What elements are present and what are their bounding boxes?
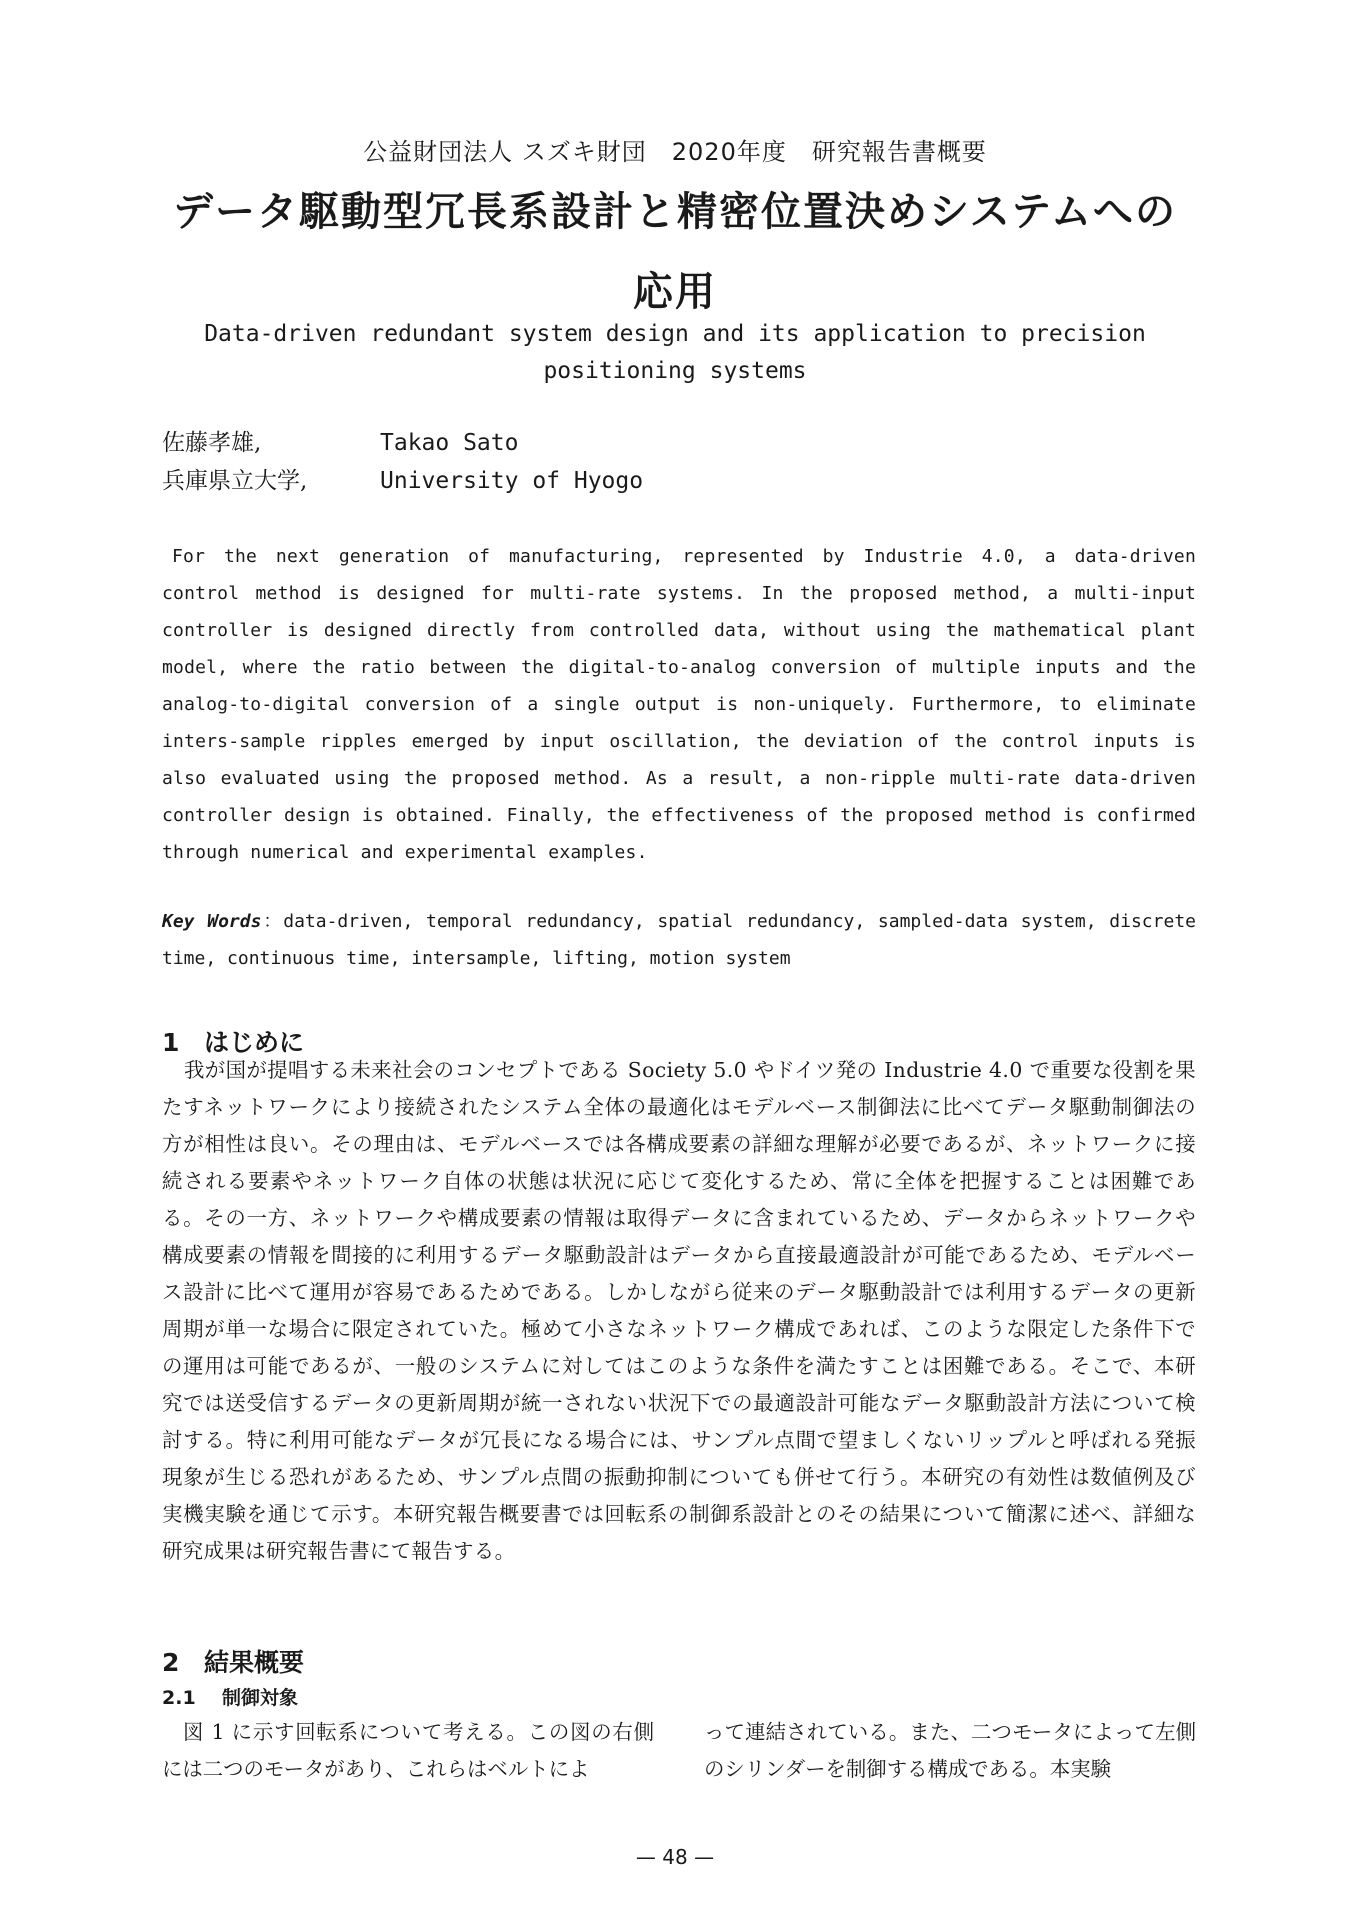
section-2-number: 2 [162,1648,180,1677]
keywords-text: data-driven, temporal redundancy, spatial redundancy, sampled-data system, discrete time, continuous time, intersample, lifting, motion system [162,911,1196,969]
subsection-2-1-title: 制御対象 [222,1687,299,1709]
section-1-body: 我が国が提唱する未来社会のコンセプトである Society 5.0 やドイツ発の Industrie 4.0 で重要な役割を果たすネットワークにより接続されたシステム全体の最適化はモデルベース制御法に比べてデータ駆動制御法の方が相性は良い。その理由は、モデルベースでは各構成要素の詳細な理解が必要であるが、ネットワークに接続される要素やネットワーク自体の状態は状況に応じて変化するため、常に全体を把握することは困難である。その一方、ネットワークや構成要素の情報は取得データに含まれているため、データからネットワークや構成要素の情報を間接的に利用するデータ駆動設計はデータから直接最適設計が可能であるため、モデルベース設計に比べて運用が容易であるためである。しかしながら従来のデータ駆動設計では利用するデータの更新周期が単一な場合に限定されていた。極めて小さなネットワーク構成であれば、このような限定した条件下での運用は可能であるが、一般のシステムに対してはこのような条件を満たすことは困難である。そこで、本研究では送受信するデータの更新周期が統一されない状況下での最適設計可能なデータ駆動設計方法について検討する。特に利用可能なデータが冗長になる場合には、サンプル点間で望ましくないリップルと呼ばれる発振現象が生じる恐れがあるため、サンプル点間の振動抑制についても併せて行う。本研究の有効性は数値例及び実機実験を通じて示す。本研究報告概要書では回転系の制御系設計とのその結果について簡潔に述べ、詳細な研究成果は研究報告書にて報告する。 [162,1058,1196,1563]
section-2-heading [162,1643,304,1679]
author-name-jp: 佐藤孝雄, [162,430,262,456]
keywords-label: Key Words [162,911,262,932]
title-japanese: データ駆動型冗長系設計と精密位置決めシステムへの応用 [173,189,1177,315]
keywords [162,903,1196,977]
author-block [162,424,643,500]
subsection-2-1-number: 2.1 [162,1687,196,1709]
page-number: — 48 — [635,1845,715,1869]
affiliation-en: University of Hyogo [380,468,644,494]
abstract: For the next generation of manufacturing, represented by Industrie 4.0, a data-driven control method is designed for multi-rate systems. In the proposed method, a multi-input controller is designed directly from controlled data, without using the mathematical plant model, where the ratio between the digital-to-analog conversion of multiple inputs and the analog-to-digital conversion of a single output is non-uniquely. Furthermore, to eliminate inters-sample ripples emerged by input oscillation, the deviation of the control inputs is also evaluated using the proposed method. As a result, a non-ripple multi-rate data-driven controller design is obtained. Finally, the effectiveness of the proposed method is confirmed through numerical and experimental examples. [162,546,1196,863]
title-english: Data-driven redundant system design and its application to precision positioning systems [204,321,1146,384]
keywords-separator: ： [261,911,284,932]
affiliation-jp: 兵庫県立大学, [162,468,308,494]
author-row [162,424,643,462]
affiliation-row [162,462,643,500]
column-right-text: って連結されている。また、二つモータによって左側のシリンダーを制御する構成である。本実験 [704,1720,1196,1781]
column-left-text: 図 1 に示す回転系について考える。この図の右側には二つのモータがあり、これらはベルトによ [162,1720,654,1781]
subsection-2-1-heading [162,1683,298,1710]
section-1-title: はじめに [204,1028,305,1057]
author-name-en: Takao Sato [380,430,519,456]
section-2-title: 結果概要 [204,1648,305,1677]
report-header: 公益財団法人 スズキ財団 2020年度 研究報告書概要 [363,138,987,166]
section-1-number: 1 [162,1028,180,1057]
